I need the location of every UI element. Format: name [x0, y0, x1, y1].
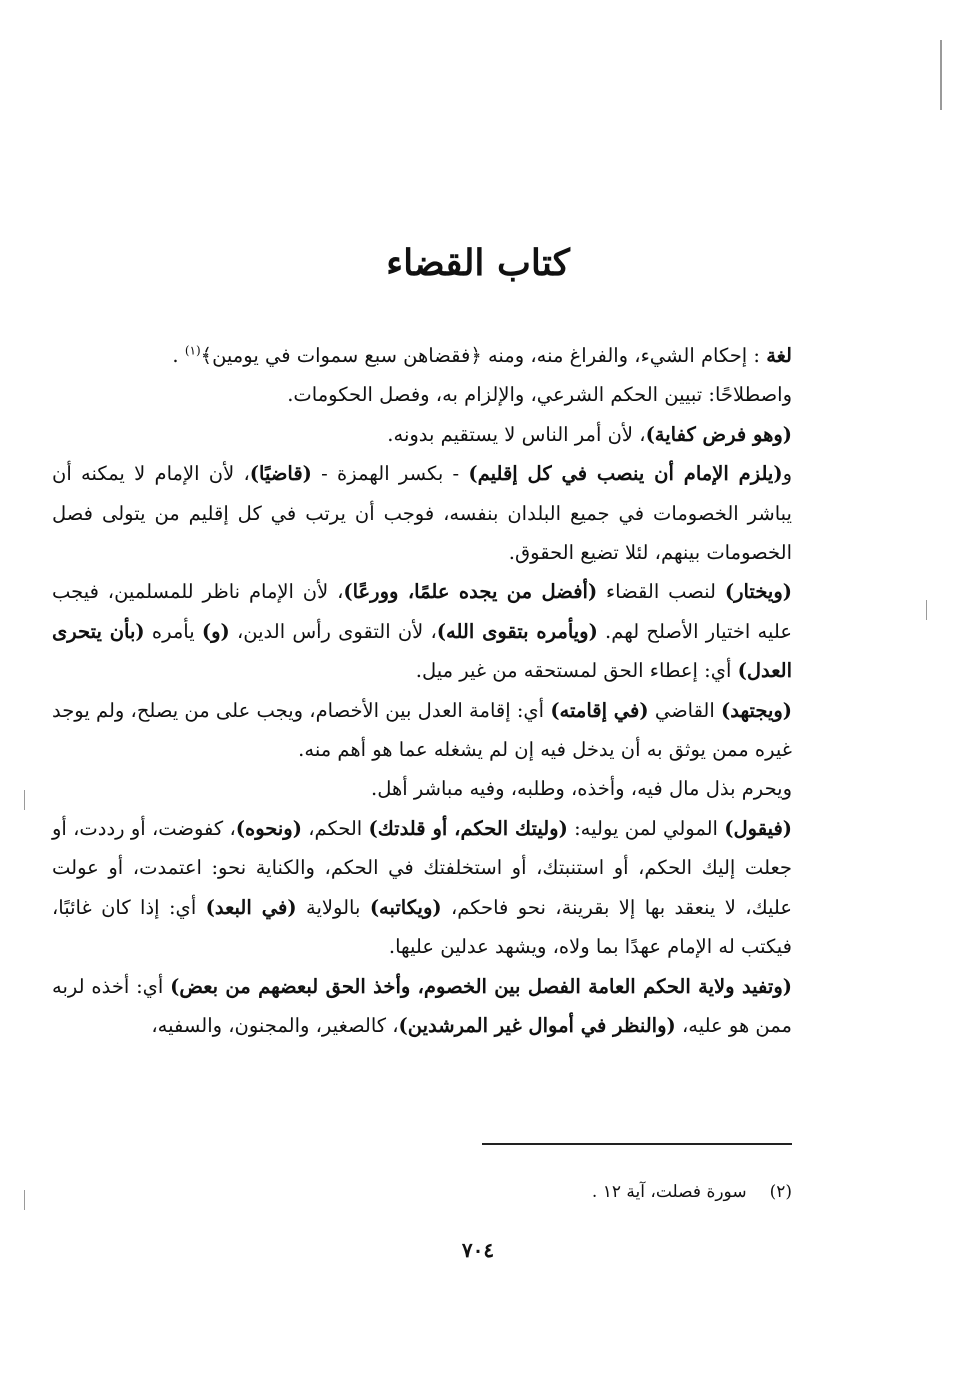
- text-segment: واصطلاحًا: تبيين الحكم الشرعي، والإلزام به، وفصل الحكومات.: [287, 383, 792, 407]
- paragraph-p6: [52, 691, 792, 770]
- text-segment: أي: إذا كان غائبًا، فيكتب له الإمام عهدًا بما ولاه، ويشهد عدلين عليها.: [52, 895, 792, 959]
- bold-text-segment: (وهو فرض كفاية): [645, 422, 792, 446]
- text-segment: المولي لمن يوليه:: [567, 816, 725, 840]
- scan-edge-mark: [24, 1190, 25, 1210]
- page-number: ٧٠٤: [461, 1238, 495, 1262]
- paragraph-p5: [52, 572, 792, 690]
- text-segment: ، لأن التقوى رأس الدين،: [229, 619, 437, 643]
- footnote-text: سورة فصلت، آية ١٢ .: [591, 1182, 747, 1202]
- text-segment: ، لأن أمر الناس لا يستقيم بدونه.: [387, 422, 646, 446]
- text-segment: : إحكام الشيء، والفراغ منه، ومنه ﴿فقضاهن سبع سموات في يومين﴾: [200, 344, 767, 367]
- paragraph-p9: [52, 967, 792, 1046]
- text-segment: القاضي: [648, 698, 722, 722]
- bold-text-segment: (والنظر في أموال غير المرشدين): [398, 1013, 676, 1037]
- text-segment: ، لأن الإمام لا يمكنه أن يباشر الخصومات في جميع البلدان بنفسه، فوجب أن يرتب في كل إقليم من يتولى فصل الخصومات بينهم، لئلا تضيع الحقوق.: [52, 462, 792, 565]
- bold-text-segment: (ويختار): [724, 580, 792, 604]
- paragraph-p7: [52, 769, 792, 808]
- bold-text-segment: (يلزم الإمام أن ينصب في كل إقليم): [468, 462, 783, 486]
- bold-text-segment: (وتفيد ولاية الحكم العامة الفصل بين الخصوم، وأخذ الحق لبعضهم من بعض): [170, 974, 792, 998]
- text-segment: ، كالصغير، والمجنون، والسفيه،: [151, 1013, 399, 1037]
- bold-text-segment: (ويأمره بتقوى الله): [436, 619, 598, 643]
- bold-text-segment: (ويجتهد): [721, 698, 793, 722]
- text-segment: أي: إعطاء الحق لمستحقه من غير ميل.: [415, 659, 738, 683]
- bold-text-segment: (قاضيًا): [249, 462, 312, 486]
- scan-edge-mark: [940, 40, 942, 110]
- paragraph-p3: [52, 415, 792, 454]
- scan-edge-mark: [926, 600, 927, 620]
- text-segment: ، كفوضت، أو رددت، أو جعلت إليك الحكم، أو استنبتك، أو استخلفتك في الحكم، والكناية نحو: اعتمدت، أو عولت عليك، لا ينعقد بها إلا بقرينة، نحو فاحكم،: [52, 816, 793, 919]
- bold-text-segment: (ونحوه): [235, 816, 302, 840]
- bold-text-segment: (بأن يتحرى العدل): [52, 619, 792, 683]
- bold-text-segment: (و): [201, 619, 230, 643]
- footnote-number: (٢): [769, 1182, 792, 1202]
- text-segment: ، لأن الإمام ناظر للمسلمين، فيجب عليه اختيار الأصلح لهم.: [52, 580, 792, 643]
- bold-text-segment: (في البعد): [205, 895, 297, 919]
- text-segment: و: [782, 462, 792, 486]
- text-segment: أي: إقامة العدل بين الأخصام، ويجب على من يصلح، ولم يوجد غيره ممن يوثق به أن يدخل فيه إن لم يشغله عما هو أهم منه.: [52, 698, 792, 762]
- bold-text-segment: (فيقول): [724, 816, 793, 840]
- footnote-divider: [482, 1143, 792, 1145]
- body-text: [52, 336, 792, 1045]
- bold-text-segment: لغة: [766, 344, 792, 367]
- footnote-reference: (١): [184, 343, 201, 358]
- text-segment: لنصب القضاء: [597, 580, 725, 604]
- bold-text-segment: (في إقامته): [550, 698, 649, 722]
- text-segment: ويحرم بذل مال فيه، وأخذه، وطلبه، وفيه مباشر أهل.: [371, 777, 792, 801]
- paragraph-p4: [52, 454, 792, 572]
- chapter-title: كتاب القضاء: [386, 242, 570, 284]
- bold-text-segment: (ويكاتبه): [369, 895, 442, 919]
- bold-text-segment: (وليتك الحكم، أو قلدتك): [368, 816, 568, 840]
- text-segment: .: [172, 344, 185, 367]
- text-segment: يأمره: [144, 619, 202, 643]
- paragraph-p2: [52, 375, 792, 414]
- text-segment: أي: أخذه لربه ممن هو عليه،: [52, 974, 792, 1037]
- text-segment: الحكم،: [301, 816, 369, 840]
- text-segment: - بكسر الهمزة -: [311, 462, 469, 486]
- scan-edge-mark: [24, 790, 25, 810]
- bold-text-segment: (أفضل من يجده علمًا، وورعًا): [343, 580, 598, 604]
- footnote: [52, 1182, 792, 1202]
- paragraph-p8: [52, 809, 792, 967]
- text-segment: بالولاية: [296, 895, 370, 919]
- paragraph-p1: [52, 336, 792, 375]
